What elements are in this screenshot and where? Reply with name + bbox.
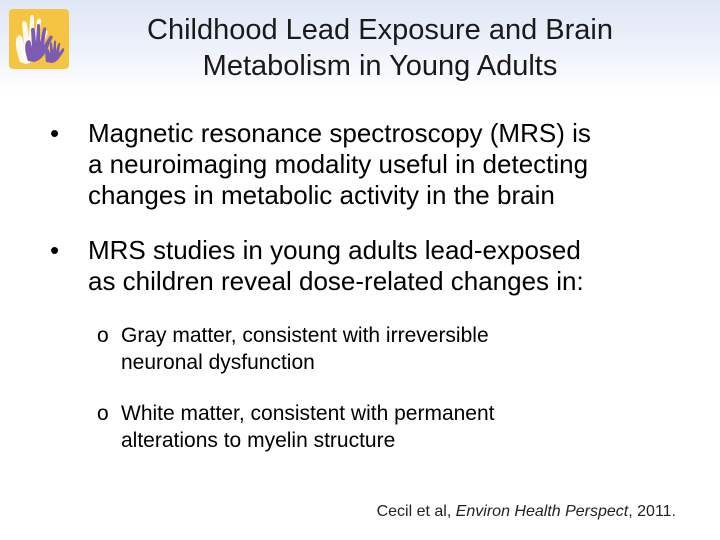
slide-title: [80, 12, 680, 84]
citation-year: , 2011.: [628, 503, 676, 520]
subitem-1-line-2: neuronal dysfunction: [121, 351, 315, 374]
hand-icon: [6, 6, 72, 72]
subitem-2-line-2: alterations to myelin structure: [121, 429, 396, 452]
bullet-marker: •: [50, 235, 60, 265]
bullet-1-line-2: a neuroimaging modality useful in detecting: [88, 149, 589, 179]
bullet-2-line-1: MRS studies in young adults lead-exposed: [88, 235, 581, 265]
bullet-1-line-1: Magnetic resonance spectroscopy (MRS) is: [88, 118, 591, 148]
title-line-2: Metabolism in Young Adults: [202, 50, 558, 82]
subitem-2-line-1: White matter, consistent with permanent: [121, 402, 495, 425]
citation: [300, 503, 676, 521]
logo: [6, 6, 72, 72]
subitem-marker: o: [97, 402, 109, 425]
bullet-1-line-3: changes in metabolic activity in the brain: [88, 180, 555, 210]
title-line-1: Childhood Lead Exposure and Brain: [147, 14, 613, 46]
bullet-marker: •: [50, 118, 60, 148]
subitem-marker: o: [97, 324, 109, 347]
subitem-1-line-1: Gray matter, consistent with irreversible: [121, 324, 489, 347]
bullet-2-line-2: as children reveal dose-related changes in:: [88, 266, 584, 296]
citation-authors: Cecil et al,: [376, 503, 456, 520]
citation-journal: Environ Health Perspect: [455, 503, 629, 520]
